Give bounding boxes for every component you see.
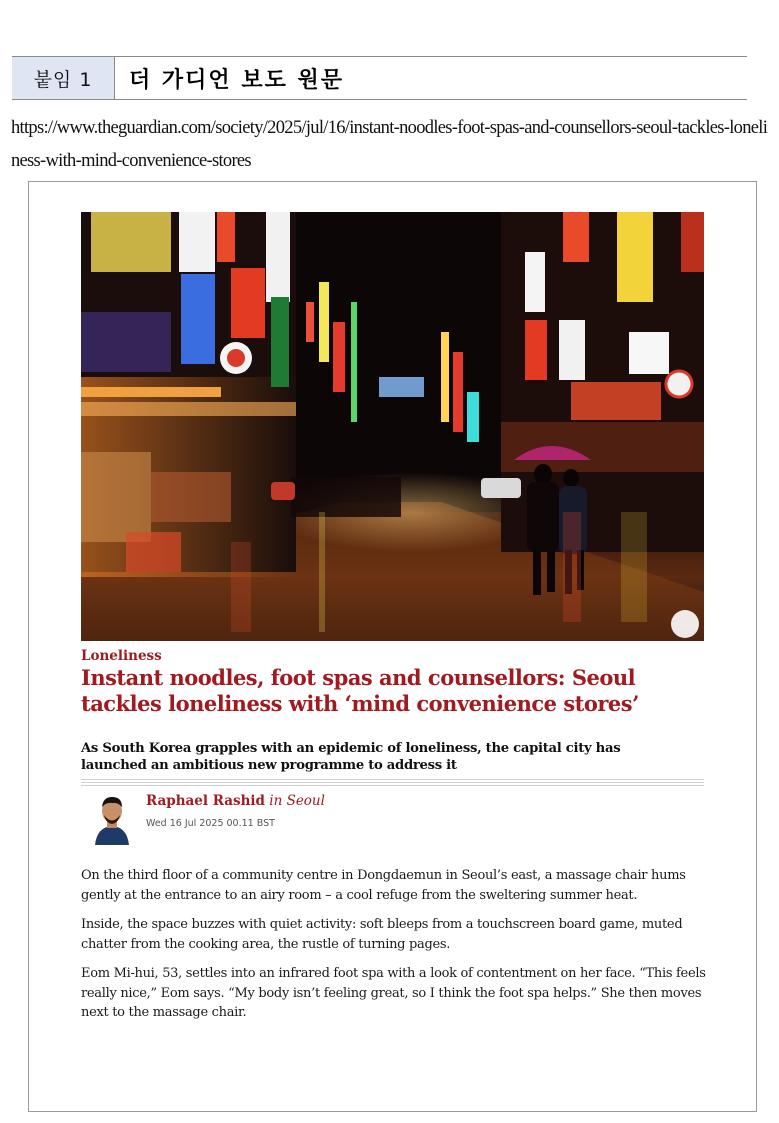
- publish-date: Wed 16 Jul 2025 00.11 BST: [146, 818, 275, 829]
- document-header: [12, 56, 747, 100]
- paragraph: Eom Mi-hui, 53, settles into an infrared foot spa with a look of contentment on her face. “This feels really nice,” Eom says. “My body isn’t feeling great, so I think the foot spa helps.” She then moves next to the massage chair.: [81, 966, 706, 1020]
- author-byline[interactable]: [146, 793, 325, 809]
- article-photo: [81, 212, 704, 641]
- paragraph: On the third floor of a community centre in Dongdaemun in Seoul’s east, a massage chair hums gently at the entrance to an airy room – a cool refuge from the sweltering summer heat.: [81, 868, 686, 903]
- article-headline: Instant noodles, foot spas and counsellors: Seoul tackles loneliness with ‘mind convenience stores’: [81, 665, 639, 716]
- article-standfirst: As South Korea grapples with an epidemic of loneliness, the capital city has launched an ambitious new programme to address it: [81, 741, 621, 773]
- circle-icon: [671, 610, 699, 638]
- source-url[interactable]: https://www.theguardian.com/society/2025/jul/16/instant-noodles-foot-spas-and-counsellors-seoul-tackles-loneliness-with-mind-convenience-stores: [11, 118, 768, 171]
- paragraph: Inside, the space buzzes with quiet activity: soft bleeps from a touchscreen board game, muted chatter from the cooking area, the rustle of turning pages.: [81, 917, 683, 952]
- author-location: in Seoul: [269, 793, 325, 809]
- document-title: 더 가디언 보도 원문: [129, 67, 344, 93]
- article-screenshot: [28, 181, 757, 1112]
- article-body: [81, 866, 711, 1033]
- avatar: [91, 793, 133, 845]
- divider: [81, 779, 704, 787]
- author-name[interactable]: Raphael Rashid: [146, 793, 265, 809]
- article-kicker[interactable]: Loneliness: [81, 648, 162, 664]
- attachment-tag: 붙임 1: [12, 57, 115, 99]
